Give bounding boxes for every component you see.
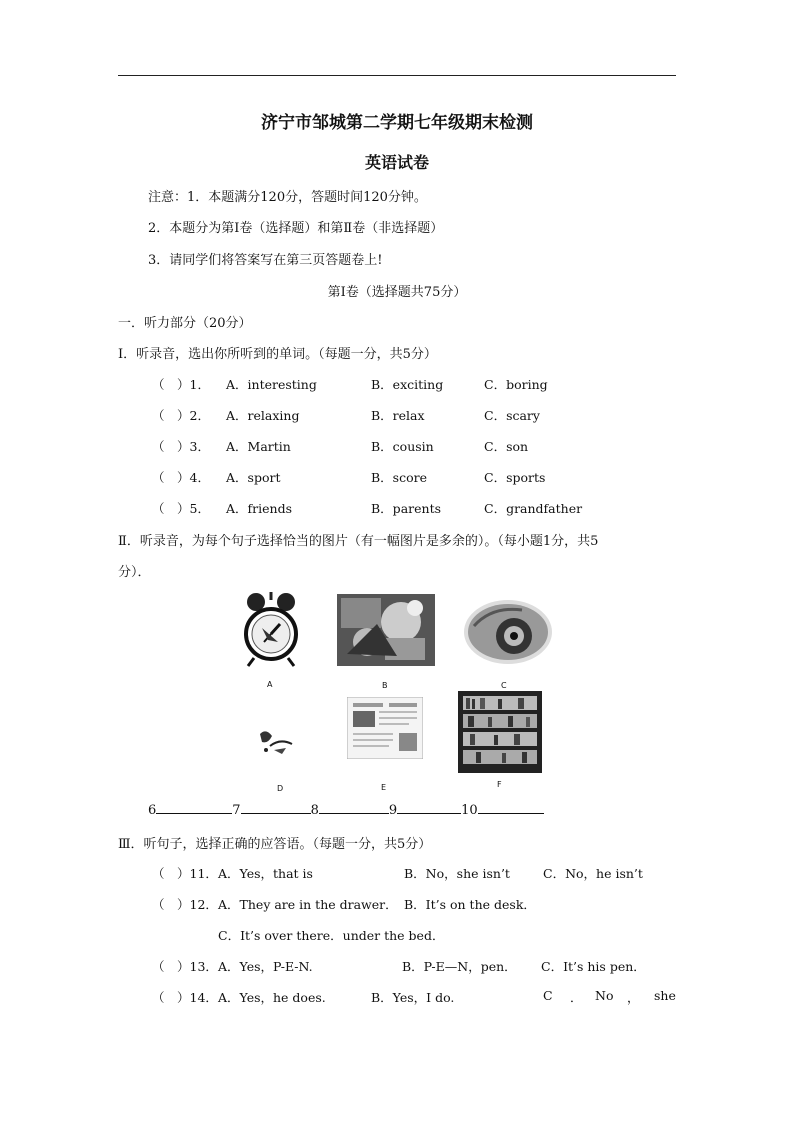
question-number: （ ）11． (152, 866, 218, 881)
header-rule (118, 75, 676, 76)
picture-label-d: D (277, 784, 284, 793)
option-c: C．son (484, 439, 529, 454)
option-c: C．scary (484, 408, 540, 423)
answer-blanks (148, 802, 544, 818)
bookcase-icon (458, 691, 542, 773)
question-number: （ ）2． (152, 408, 210, 423)
blank-label-6: 6 (148, 803, 157, 818)
option-c: C．sports (484, 470, 546, 485)
answer-blank-10[interactable] (478, 802, 544, 814)
option-a: A．Yes，P-E-N. (218, 959, 313, 974)
question-number: （ ）5． (152, 501, 210, 516)
picture-label-f: F (497, 780, 502, 789)
blank-label-8: 8 (310, 803, 319, 818)
picture-label-b: B (382, 681, 388, 690)
option-a: A．sport (226, 470, 281, 485)
option-c-letter: C (543, 988, 553, 1003)
question-number: （ ）1． (152, 377, 210, 392)
alarm-clock-icon (240, 588, 302, 670)
option-b: B．exciting (371, 377, 444, 392)
option-c: C．It’s his pen． (541, 959, 646, 974)
note-2: 2．本题分为第Ⅰ卷（选择题）和第Ⅱ卷（非选择题） (148, 221, 444, 236)
option-a: A．Yes，he does. (218, 990, 326, 1005)
exam-subtitle: 英语试卷 (364, 153, 429, 172)
blank-label-10: 10 (461, 803, 478, 818)
option-c: C．boring (484, 377, 548, 392)
option-c: C．It’s over there．under the bed． (218, 928, 445, 943)
option-a: A．friends (226, 501, 292, 516)
option-b: B．cousin (371, 439, 434, 454)
option-c: C．No，he isn’t (543, 866, 643, 881)
option-a: A．relaxing (226, 408, 300, 423)
option-a: A．Martin (226, 439, 291, 454)
option-c-comma: ， (627, 990, 640, 1005)
exam-title: 济宁市邹城第二学期七年级期末检测 (261, 113, 533, 133)
option-c-dot: ． (570, 990, 583, 1005)
blank-label-9: 9 (388, 803, 398, 818)
option-c-word-she: she (654, 988, 676, 1003)
option-c-word-no: No (595, 988, 614, 1003)
section-ii-title: Ⅱ．听录音，为每个句子选择恰当的图片（有一幅图片是多余的）。（每小题1分，共5 (118, 534, 599, 549)
option-b: B．score (371, 470, 427, 485)
note-3: 3．请同学们将答案写在第三页答题卷上! (148, 253, 383, 268)
option-b: B．P-E—N，pen． (402, 959, 517, 974)
option-a: A．They are in the drawer． (218, 897, 398, 912)
answer-blank-7[interactable] (241, 802, 311, 814)
section-i-title: Ⅰ．听录音，选出你所听到的单词。（每题一分，共5分） (118, 347, 437, 362)
question-number: （ ）13． (152, 959, 218, 974)
volume-title: 第Ⅰ卷（选择题共75分） (327, 285, 467, 300)
photo-scene-icon (337, 594, 435, 666)
tire-wheel-icon (462, 596, 554, 668)
answer-blank-9[interactable] (397, 802, 461, 814)
picture-label-a: A (267, 680, 273, 689)
question-number: （ ）14． (152, 990, 218, 1005)
option-a: A．Yes，that is (218, 866, 313, 881)
option-a: A．interesting (226, 377, 317, 392)
option-c: C．grandfather (484, 501, 583, 516)
section-iii-title: Ⅲ．听句子，选择正确的应答语。（每题一分，共5分） (118, 837, 432, 852)
part1-title: 一．听力部分（20分） (118, 316, 252, 331)
answer-blank-8[interactable] (319, 802, 389, 814)
option-b: B．It’s on the desk． (404, 897, 536, 912)
option-b: B．No，she isn’t (404, 866, 510, 881)
option-b: B．relax (371, 408, 425, 423)
answer-blank-6[interactable] (156, 802, 232, 814)
option-b: B．Yes，I do. (371, 990, 455, 1005)
blank-label-7: 7 (232, 803, 241, 818)
option-b: B．parents (371, 501, 442, 516)
small-sketch-icon (256, 724, 298, 758)
section-ii-title-cont: 分）． (118, 565, 151, 580)
question-number: （ ）3． (152, 439, 210, 454)
picture-label-e: E (381, 783, 387, 792)
question-number: （ ）4． (152, 470, 210, 485)
newspaper-icon (347, 697, 423, 759)
picture-label-c: C (501, 681, 507, 690)
note-1: 注意：1．本题满分120分，答题时间120分钟。 (148, 190, 427, 205)
question-number: （ ）12． (152, 897, 218, 912)
